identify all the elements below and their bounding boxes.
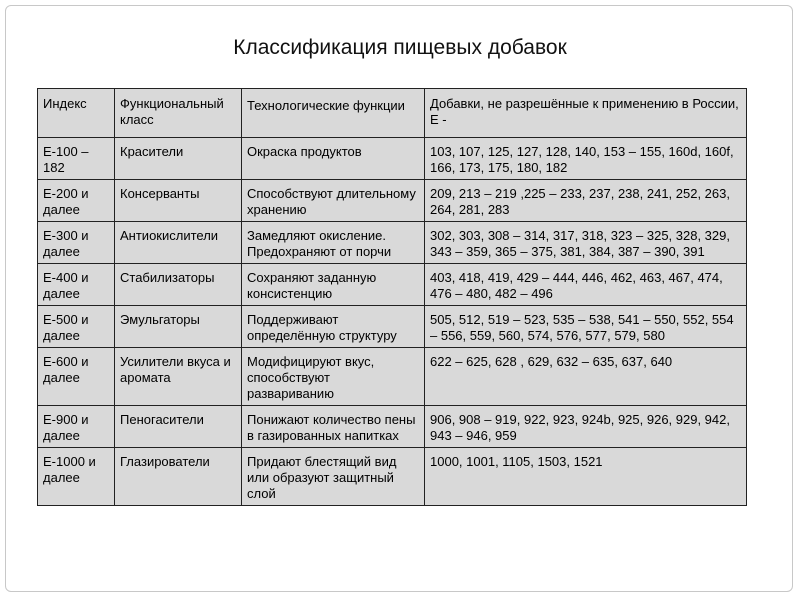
cell-class: Красители — [115, 138, 242, 180]
cell-function: Замедляют окисление. Предохраняют от порчи — [242, 222, 425, 264]
cell-index: Е-1000 и далее — [38, 448, 115, 506]
table-row — [38, 264, 747, 306]
table-row — [38, 406, 747, 448]
header-index: Индекс — [38, 89, 115, 138]
cell-function: Окраска продуктов — [242, 138, 425, 180]
cell-banned: 505, 512, 519 – 523, 535 – 538, 541 – 550, 552, 554 – 556, 559, 560, 574, 576, 577, 579, 580 — [425, 306, 747, 348]
cell-banned: 1000, 1001, 1105, 1503, 1521 — [425, 448, 747, 506]
cell-class: Пеногасители — [115, 406, 242, 448]
page-title: Классификация пищевых добавок — [233, 36, 567, 59]
cell-function: Модифицируют вкус, способствуют развариванию — [242, 348, 425, 406]
header-banned-additives: Добавки, не разрешённые к применению в России, Е - — [425, 89, 747, 138]
cell-index: Е-500 и далее — [38, 306, 115, 348]
header-functional-class: Функциональный класс — [115, 89, 242, 138]
cell-banned: 302, 303, 308 – 314, 317, 318, 323 – 325, 328, 329, 343 – 359, 365 – 375, 381, 384, 387 – 390, 391 — [425, 222, 747, 264]
cell-function: Сохраняют заданную консистенцию — [242, 264, 425, 306]
table-header-row — [38, 89, 747, 138]
cell-banned: 403, 418, 419, 429 – 444, 446, 462, 463, 467, 474, 476 – 480, 482 – 496 — [425, 264, 747, 306]
cell-class: Стабилизаторы — [115, 264, 242, 306]
cell-class: Антиокислители — [115, 222, 242, 264]
table-row — [38, 306, 747, 348]
cell-banned: 622 – 625, 628 , 629, 632 – 635, 637, 640 — [425, 348, 747, 406]
table-row — [38, 448, 747, 506]
cell-function: Придают блестящий вид или образуют защитный слой — [242, 448, 425, 506]
cell-banned: 103, 107, 125, 127, 128, 140, 153 – 155, 160d, 160f, 166, 173, 175, 180, 182 — [425, 138, 747, 180]
cell-index: Е-600 и далее — [38, 348, 115, 406]
cell-class: Консерванты — [115, 180, 242, 222]
cell-function: Понижают количество пены в газированных напитках — [242, 406, 425, 448]
table-row — [38, 138, 747, 180]
header-tech-functions: Технологические функции — [242, 89, 425, 138]
cell-index: Е-100 – 182 — [38, 138, 115, 180]
additives-table — [37, 88, 747, 506]
cell-class: Усилители вкуса и аромата — [115, 348, 242, 406]
cell-banned: 209, 213 – 219 ,225 – 233, 237, 238, 241, 252, 263, 264, 281, 283 — [425, 180, 747, 222]
table-row — [38, 222, 747, 264]
cell-function: Поддерживают определённую структуру — [242, 306, 425, 348]
cell-function: Способствуют длительному хранению — [242, 180, 425, 222]
cell-index: Е-900 и далее — [38, 406, 115, 448]
cell-class: Глазирователи — [115, 448, 242, 506]
table-row — [38, 348, 747, 406]
cell-class: Эмульгаторы — [115, 306, 242, 348]
cell-index: Е-300 и далее — [38, 222, 115, 264]
cell-index: Е-200 и далее — [38, 180, 115, 222]
cell-index: Е-400 и далее — [38, 264, 115, 306]
table-row — [38, 180, 747, 222]
cell-banned: 906, 908 – 919, 922, 923, 924b, 925, 926, 929, 942, 943 – 946, 959 — [425, 406, 747, 448]
